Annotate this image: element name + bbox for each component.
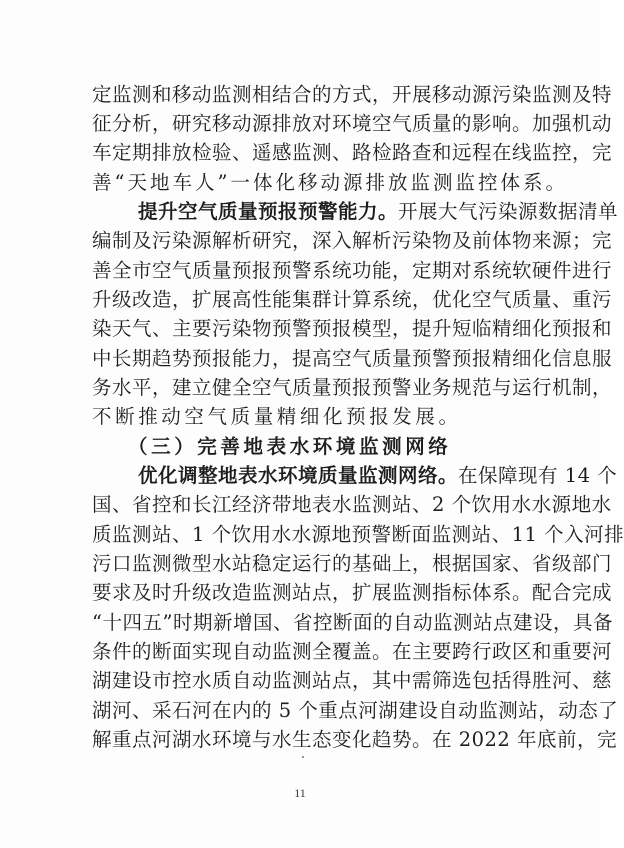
text-line: 征分析，研究移动源排放对环境空气质量的影响。加强机动 — [92, 112, 613, 135]
text-line: 解重点河湖水环境与水生态变化趋势。在 2022 年底前，完 — [92, 728, 618, 751]
text-line: 染天气、主要污染物预警预报模型，提升短临精细化预报和 — [92, 317, 613, 340]
text-line: 定监测和移动监测相结合的方式，开展移动源污染监测及特 — [92, 83, 613, 106]
section-heading: （三）完善地表水环境监测网络 — [128, 435, 452, 458]
text-line: 车定期排放检验、遥感监测、路检路查和远程在线监控，完 — [92, 141, 613, 164]
text-line: 升级改造，扩展高性能集群计算系统，优化空气质量、重污 — [92, 288, 613, 311]
text-line-rest: 开展大气污染源数据清单 — [398, 200, 619, 223]
text-line: 污口监测微型水站稳定运行的基础上，根据国家、省级部门 — [92, 552, 613, 575]
scan-speck — [302, 756, 304, 758]
text-line: 编制及污染源解析研究，深入解析污染物及前体物来源；完 — [92, 229, 613, 252]
text-line: 中长期趋势预报能力，提高空气质量预警预报精细化信息服 — [92, 347, 613, 370]
text-line: 不断推动空气质量精细化预报发展。 — [92, 405, 462, 428]
text-line: 湖建设市控水质自动监测站点，其中需筛选包括得胜河、慈 — [92, 669, 613, 692]
text-line — [138, 464, 618, 488]
text-line: 质监测站、1 个饮用水水源地预警断面监测站、11 个入河排 — [92, 523, 624, 546]
text-line: 善全市空气质量预报预警系统功能，定期对系统软硬件进行 — [92, 259, 613, 282]
text-line: “十四五”时期新增国、省控断面的自动监测站点建设，具备 — [92, 611, 613, 634]
text-line: 务水平，建立健全空气质量预报预警业务规范与运行机制， — [92, 376, 613, 399]
bold-lead-air-forecast: 提升空气质量预报预警能力。 — [138, 200, 399, 223]
page-number: 11 — [294, 786, 306, 800]
text-line — [138, 200, 619, 224]
bold-lead-surface-water: 优化调整地表水环境质量监测网络。 — [138, 464, 459, 487]
text-line: 湖河、采石河在内的 5 个重点河湖建设自动监测站，动态了 — [92, 699, 619, 722]
text-line: 国、省控和长江经济带地表水监测站、2 个饮用水水源地水 — [92, 493, 612, 516]
text-line: 善“天地车人”一体化移动源排放监测监控体系。 — [92, 171, 568, 194]
text-line: 条件的断面实现自动监测全覆盖。在主要跨行政区和重要河 — [92, 640, 613, 663]
text-line-rest: 在保障现有 14 个 — [458, 464, 618, 487]
text-line: 要求及时升级改造监测站点，扩展监测指标体系。配合完成 — [92, 581, 613, 604]
